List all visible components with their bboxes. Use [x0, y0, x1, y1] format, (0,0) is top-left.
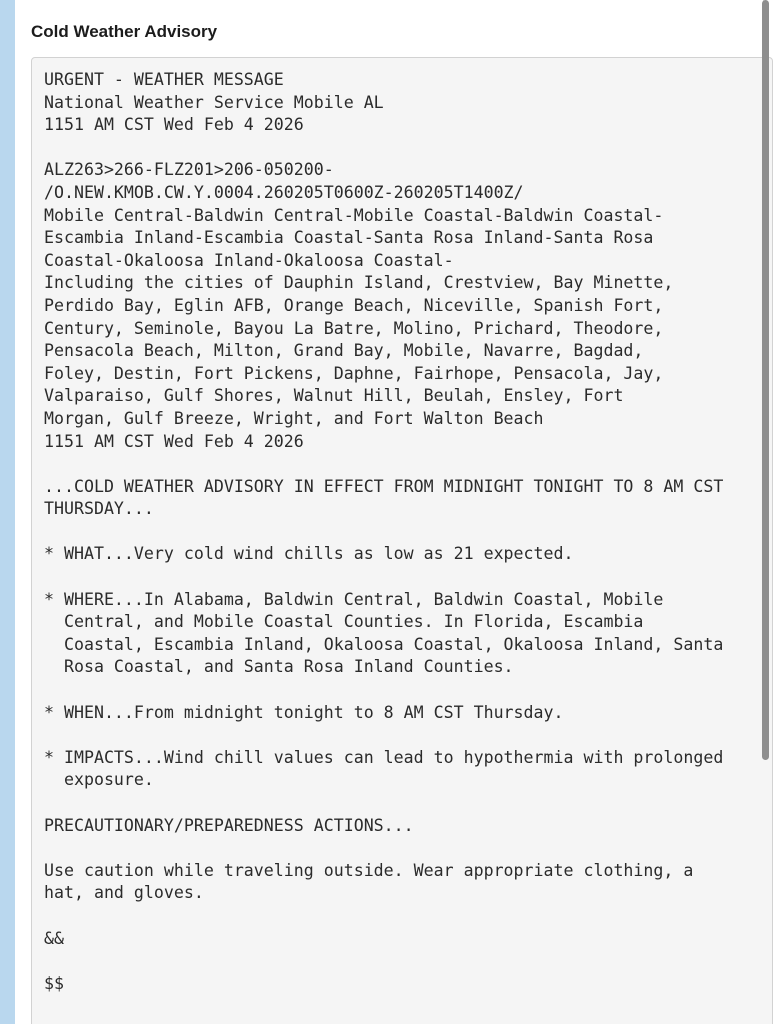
weather-message-box[interactable] [31, 57, 773, 1024]
vertical-scrollbar[interactable] [762, 0, 769, 760]
left-rail [0, 0, 16, 1024]
weather-message-text: URGENT - WEATHER MESSAGE National Weather Service Mobile AL 1151 AM CST Wed Feb 4 2026 ALZ263>266-FLZ201>206-050200- /O.NEW.KMOB.CW.Y.0004.260205T0600Z-260205T1400Z/ Mobile Central-Baldwin Central-Mobile Coastal-Baldwin Coastal- Escambia Inland-Escambia Coastal-Santa Rosa Inland-Santa Rosa Coastal-Okaloosa Inland-Okaloosa Coastal- Including the cities of Dauphin Island, Crestview, Bay Minette, Perdido Bay, Eglin AFB, Orange Beach, Niceville, Spanish Fort, Century, Seminole, Bayou La Batre, Molino, Prichard, Theodore, Pensacola Beach, Milton, Grand Bay, Mobile, Navarre, Bagdad, Foley, Destin, Fort Pickens, Daphne, Fairhope, Pensacola, Jay, Valparaiso, Gulf Shores, Walnut Hill, Beulah, Ensley, Fort Morgan, Gulf Breeze, Wright, and Fort Walton Beach 1151 AM CST Wed Feb 4 2026 ...COLD WEATHER ADVISORY IN EFFECT FROM MIDNIGHT TONIGHT TO 8 AM CST THURSDAY... * WHAT...Very cold wind chills as low as 21 expected. * WHERE...In Alabama, Baldwin Central, Baldwin Coastal, Mobile Central, and Mobile Coastal Counties. In Florida, Escambia Coastal, Escambia Inland, Okaloosa Coastal, Okaloosa Inland, Santa Rosa Coastal, and Santa Rosa Inland Counties. * WHEN...From midnight tonight to 8 AM CST Thursday. * IMPACTS...Wind chill values can lead to hypothermia with prolonged exposure. PRECAUTIONARY/PREPAREDNESS ACTIONS... Use caution while traveling outside. Wear appropriate clothing, a hat, and gloves. && $$ [44, 70, 724, 993]
advisory-panel [15, 0, 764, 1024]
panel-title: Cold Weather Advisory [31, 22, 218, 41]
